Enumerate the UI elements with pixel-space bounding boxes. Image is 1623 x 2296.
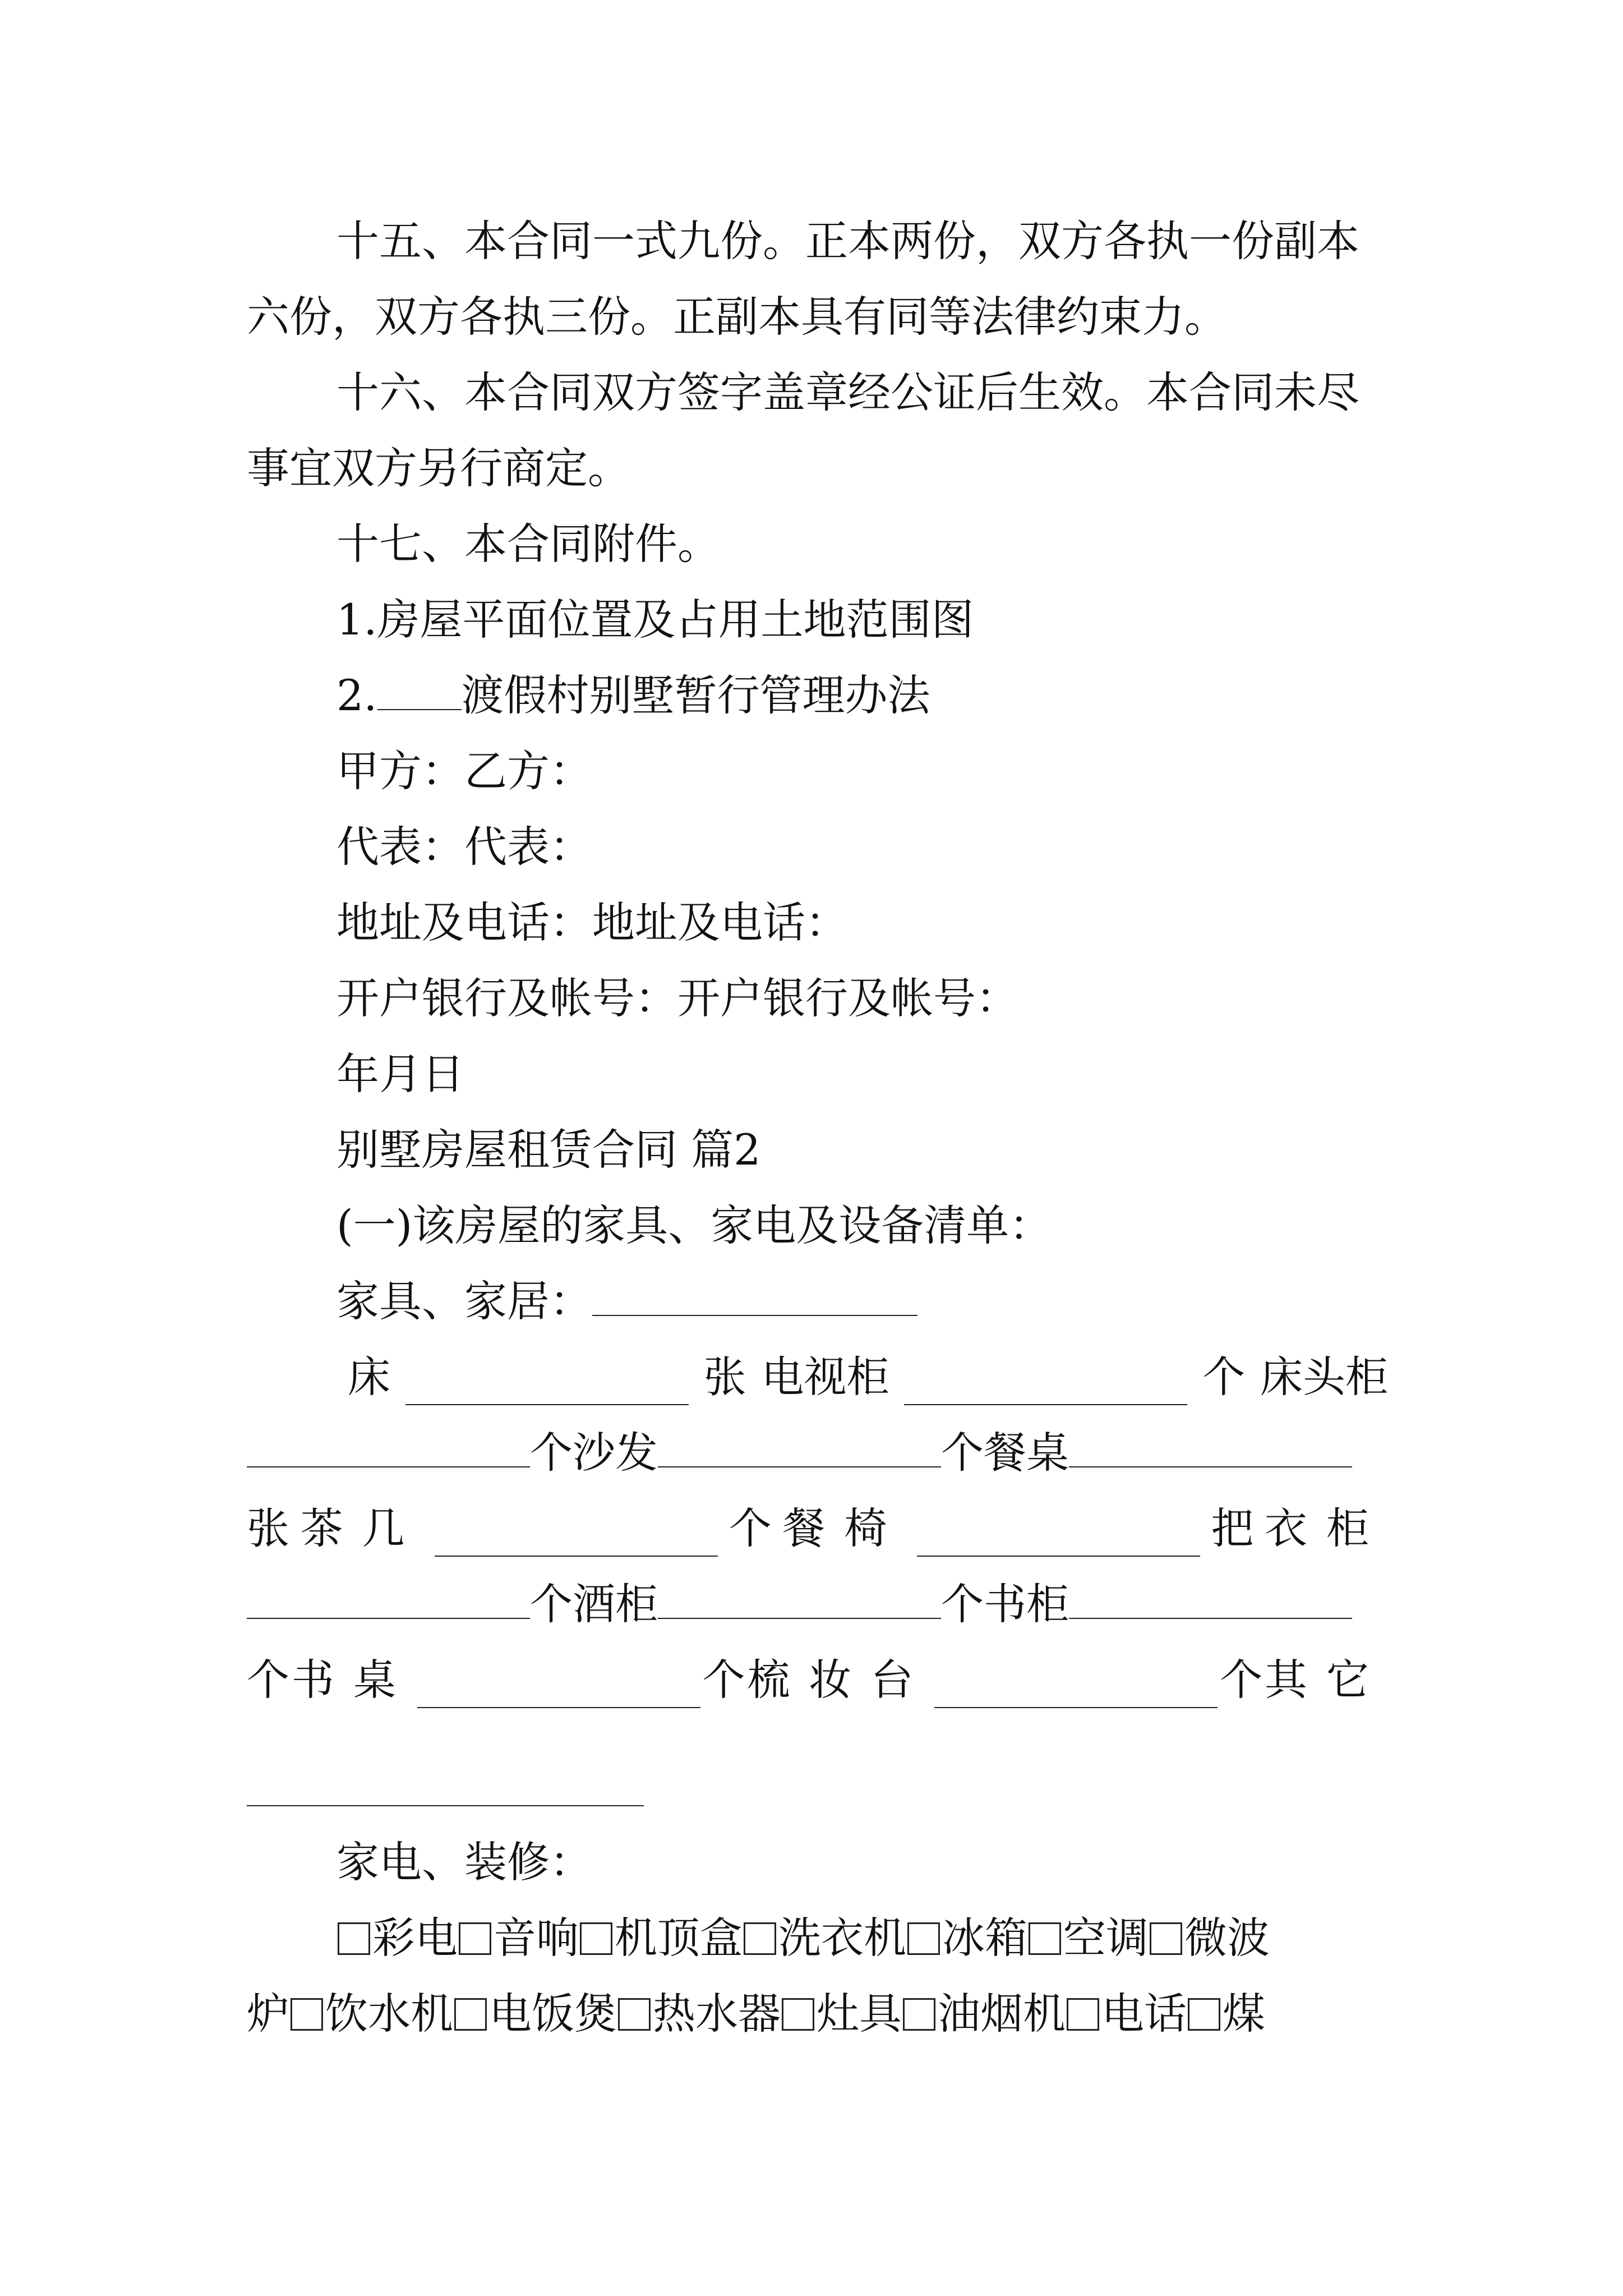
appliance-microwave-cont: 炉 — [247, 1989, 289, 2039]
checkbox-gas[interactable] — [1188, 1998, 1220, 2031]
appliance-range-hood: 油烟机 — [938, 1989, 1066, 2039]
item-dining-chair: 餐椅 — [782, 1503, 906, 1553]
attachment-2-text: 渡假村别墅暂行管理办法 — [461, 670, 930, 720]
clause-15-line1: 十五、本合同一式九份。正本两份，双方各执一份副本 — [336, 216, 1359, 266]
section-1-heading: (一)该房屋的家具、家电及设备清单： — [336, 1200, 1052, 1250]
item-desk: 书桌 — [291, 1655, 415, 1705]
item-sofa: 沙发 — [573, 1428, 658, 1478]
item-dining-table: 餐桌 — [984, 1428, 1069, 1478]
appliance-microwave: 微波 — [1184, 1913, 1270, 1963]
blank-dining-chair — [917, 1522, 1200, 1557]
furniture-blank — [592, 1281, 917, 1316]
appliance-audio: 音响 — [494, 1913, 579, 1963]
unit-ge: 个 — [1202, 1352, 1246, 1402]
furniture-label: 家具、家居： — [336, 1276, 592, 1326]
clause-15-line2: 六份，双方各执三份。正副本具有同等法律约束力。 — [247, 292, 1227, 342]
appliance-line-1 — [336, 1910, 1270, 1966]
item-other: 其它 — [1264, 1655, 1388, 1705]
blank-tea-table — [435, 1522, 718, 1557]
appliance-tv: 彩电 — [372, 1913, 458, 1963]
checkbox-range-hood[interactable] — [903, 1998, 935, 2031]
checkbox-microwave[interactable] — [1150, 1922, 1182, 1955]
attachment-2-prefix: 2. — [336, 670, 377, 720]
appliance-rice-cooker: 电饭煲 — [489, 1989, 617, 2039]
unit-zhang-2: 张 — [247, 1503, 289, 1553]
checkbox-stove[interactable] — [782, 1998, 814, 2031]
blank-sofa — [658, 1433, 941, 1467]
appliance-fridge: 冰箱 — [942, 1913, 1027, 1963]
appliance-phone: 电话 — [1101, 1989, 1187, 2039]
unit-ge-6: 个 — [941, 1579, 984, 1629]
blank-bedside — [247, 1433, 530, 1467]
attachment-1: 1.房屋平面位置及占用土地范围图 — [336, 595, 974, 645]
furniture-label-line — [336, 1273, 917, 1329]
signature-address: 地址及电话：地址及电话： — [336, 898, 848, 947]
furniture-line-3 — [247, 1501, 1388, 1557]
item-wardrobe: 衣柜 — [1264, 1503, 1388, 1553]
checkbox-settop[interactable] — [580, 1922, 612, 1955]
signature-bank: 开户银行及帐号：开户银行及帐号： — [336, 973, 1018, 1023]
appliance-stove: 灶具 — [817, 1989, 902, 2039]
unit-ge-4: 个 — [728, 1503, 772, 1553]
item-bookcase: 书柜 — [984, 1579, 1069, 1629]
checkbox-ac[interactable] — [1029, 1922, 1061, 1955]
attachment-2 — [336, 668, 930, 724]
unit-ge-9: 个 — [1220, 1655, 1263, 1705]
appliance-label: 家电、装修： — [336, 1837, 592, 1887]
unit-zhang: 张 — [703, 1352, 746, 1402]
checkbox-washer[interactable] — [744, 1922, 776, 1955]
blank-bed — [405, 1370, 689, 1405]
checkbox-rice-cooker[interactable] — [454, 1998, 487, 2031]
blank-wine-cabinet — [658, 1584, 941, 1619]
clause-17: 十七、本合同附件。 — [336, 519, 720, 569]
item-tea-table: 茶几 — [300, 1503, 424, 1553]
furniture-line-1 — [348, 1349, 1388, 1405]
checkbox-tv[interactable] — [338, 1922, 370, 1955]
unit-ge-3: 个 — [941, 1428, 984, 1478]
blank-tv-cabinet — [904, 1370, 1187, 1405]
blank-wardrobe — [247, 1584, 530, 1619]
checkbox-water-heater[interactable] — [618, 1998, 651, 2031]
appliance-water-heater: 热水器 — [653, 1989, 781, 2039]
appliance-settop: 机顶盒 — [615, 1913, 743, 1963]
blank-dining-table — [1069, 1433, 1352, 1467]
item-dresser: 梳妆台 — [747, 1655, 933, 1705]
signature-representatives: 代表：代表： — [336, 822, 592, 872]
furniture-line-4 — [247, 1576, 1388, 1632]
item-bedside: 床头柜 — [1260, 1352, 1388, 1402]
unit-ge-5: 个 — [530, 1579, 573, 1629]
furniture-line-5 — [247, 1652, 1388, 1708]
item-bed: 床 — [348, 1352, 390, 1402]
blank-bookcase — [1069, 1584, 1352, 1619]
contract-2-title: 别墅房屋租赁合同 篇2 — [336, 1125, 761, 1175]
clause-16-line2: 事宜双方另行商定。 — [247, 443, 630, 493]
checkbox-fridge[interactable] — [907, 1922, 940, 1955]
unit-ge-2: 个 — [530, 1428, 573, 1478]
blank-desk — [417, 1673, 700, 1708]
signature-parties: 甲方：乙方： — [336, 746, 592, 796]
appliance-ac: 空调 — [1063, 1913, 1149, 1963]
unit-ba: 把 — [1211, 1503, 1254, 1553]
furniture-line-2 — [247, 1425, 1388, 1481]
item-tv-cabinet: 电视柜 — [761, 1352, 889, 1402]
blank-dresser — [934, 1673, 1218, 1708]
signature-date: 年月日 — [336, 1049, 464, 1099]
item-wine-cabinet: 酒柜 — [573, 1579, 658, 1629]
clause-16-line1: 十六、本合同双方签字盖章经公证后生效。本合同未尽 — [336, 367, 1359, 417]
appliance-washer: 洗衣机 — [778, 1913, 906, 1963]
checkbox-water-dispenser[interactable] — [291, 1998, 323, 2031]
appliance-water-dispenser: 饮水机 — [325, 1989, 453, 2039]
checkbox-phone[interactable] — [1067, 1998, 1099, 2031]
blank-other — [247, 1805, 644, 1806]
unit-ge-8: 个 — [702, 1655, 745, 1705]
appliance-line-2 — [247, 1986, 1265, 2042]
appliance-gas: 煤 — [1223, 1989, 1265, 2039]
checkbox-audio[interactable] — [459, 1922, 491, 1955]
attachment-2-blank — [377, 675, 462, 710]
unit-ge-7: 个 — [247, 1655, 289, 1705]
